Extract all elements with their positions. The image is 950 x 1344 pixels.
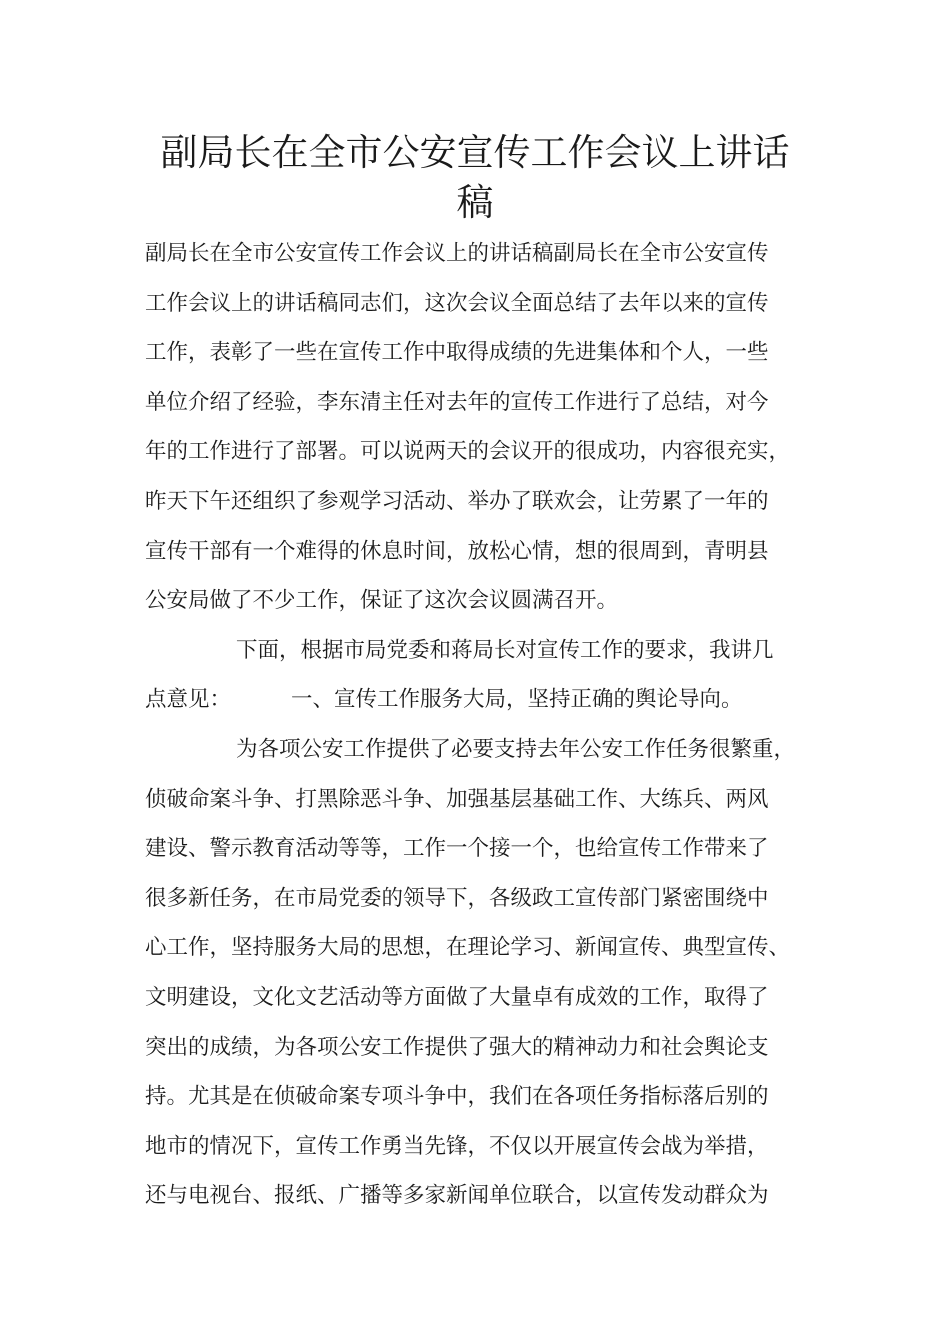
text-line: 侦破命案斗争、打黑除恶斗争、加强基层基础工作、大练兵、两风 [145,786,769,812]
text-line: 地市的情况下，宣传工作勇当先锋，不仅以开展宣传会战为举措， [145,1133,769,1159]
text-line: 突出的成绩，为各项公安工作提供了强大的精神动力和社会舆论支 [145,1034,769,1060]
text-fragment: 点意见： [145,687,232,713]
title-line: 副局长在全市公安宣传工作会议上讲话 [160,131,790,174]
text-line [145,675,825,725]
text-line: 下面，根据市局党委和蒋局长对宣传工作的要求，我讲几 [236,637,774,663]
text-line: 副局长在全市公安宣传工作会议上的讲话稿副局长在全市公安宣传 [145,241,769,266]
text-line: 心工作，坚持服务大局的思想，在理论学习、新闻宣传、典型宣传、 [145,935,791,961]
section-heading: 一、宣传工作服务大局，坚持正确的舆论导向。 [291,687,743,713]
text-line: 很多新任务，在市局党委的领导下，各级政工宣传部门紧密围绕中 [145,885,769,911]
text-line: 年的工作进行了部署。可以说两天的会议开的很成功，内容很充实， [145,439,791,465]
text-line: 持。尤其是在侦破命案专项斗争中，我们在各项任务指标落后别的 [145,1084,769,1110]
text-line: 文明建设，文化文艺活动等方面做了大量卓有成效的工作，取得了 [145,984,769,1010]
text-line: 建设、警示教育活动等等，工作一个接一个，也给宣传工作带来了 [145,836,769,862]
text-line: 昨天下午还组织了参观学习活动、举办了联欢会，让劳累了一年的 [145,488,769,514]
text-line: 为各项公安工作提供了必要支持去年公安工作任务很繁重， [236,736,796,762]
paragraph-support [145,725,825,1221]
paragraph-opening [145,229,825,626]
text-line: 工作会议上的讲话稿同志们，这次会议全面总结了去年以来的宣传 [145,290,769,316]
document-body [145,229,825,1221]
text-line: 工作，表彰了一些在宣传工作中取得成绩的先进集体和个人，一些 [145,340,769,366]
text-line: 单位介绍了经验，李东清主任对去年的宣传工作进行了总结，对今 [145,389,769,415]
text-line: 还与电视台、报纸、广播等多家新闻单位联合，以宣传发动群众为 [145,1183,769,1209]
paragraph-opinions [145,626,825,725]
text-line: 宣传干部有一个难得的休息时间，放松心情，想的很周到，青明县 [145,538,769,564]
document-title [100,128,850,228]
title-line: 稿 [456,181,494,224]
text-line: 公安局做了不少工作，保证了这次会议圆满召开。 [145,588,619,614]
